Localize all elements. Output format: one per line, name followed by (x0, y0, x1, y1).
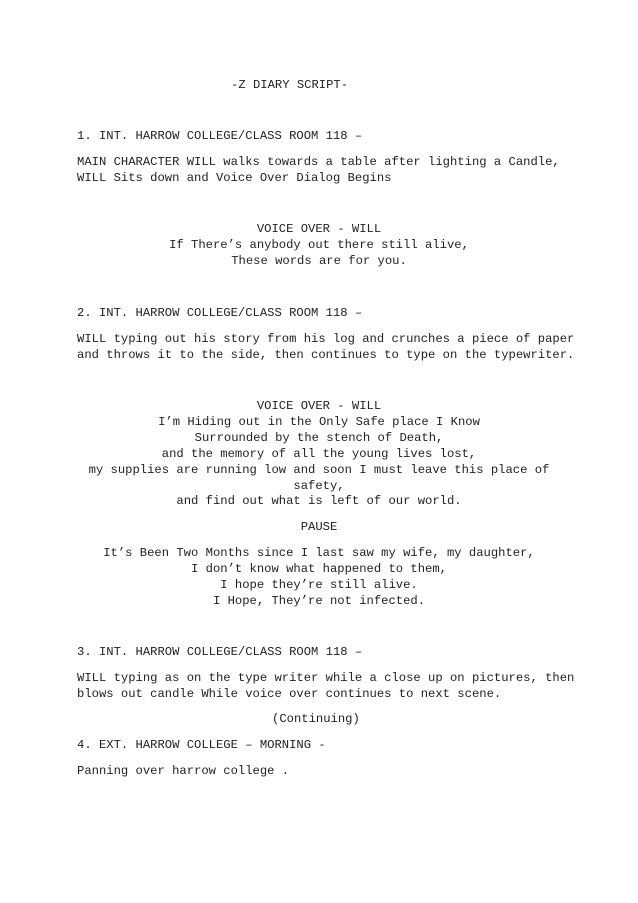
dialogue-line: I’m Hiding out in the Only Safe place I Know (158, 415, 480, 429)
action-line: WILL Sits down and Voice Over Dialog Begins (77, 171, 392, 185)
dialogue-line: These words are for you. (231, 254, 407, 268)
action-line: WILL typing out his story from his log and crunches a piece of paper (77, 332, 575, 346)
dialogue-line: If There’s anybody out there still alive, (169, 238, 469, 252)
scene-heading-3: 3. INT. HARROW COLLEGE/CLASS ROOM 118 – (77, 645, 363, 659)
dialogue-line: I don’t know what happened to them, (191, 562, 447, 576)
dialogue-line: and find out what is left of our world. (176, 494, 462, 508)
dialogue-line: my supplies are running low and soon I must leave this place of (88, 463, 550, 477)
dialogue-line: It’s Been Two Months since I last saw my wife, my daughter, (103, 546, 535, 560)
dialogue-line: I Hope, They’re not infected. (212, 594, 426, 608)
continuing-direction: (Continuing) (272, 712, 360, 726)
dialogue-line: and the memory of all the young lives lost, (161, 447, 477, 461)
scene-heading-4: 4. EXT. HARROW COLLEGE – MORNING - (77, 738, 326, 752)
dialogue-line: safety, (293, 479, 345, 493)
dialogue-line: Surrounded by the stench of Death, (194, 431, 444, 445)
character-cue-2: VOICE OVER - WILL (256, 399, 382, 413)
action-line: Panning over harrow college . (77, 764, 290, 778)
scene-heading-2: 2. INT. HARROW COLLEGE/CLASS ROOM 118 – (77, 306, 363, 320)
action-line: and throws it to the side, then continues to type on the typewriter. (77, 348, 575, 362)
action-line: WILL typing as on the type writer while a close up on pictures, then (77, 671, 575, 685)
character-cue-1: VOICE OVER - WILL (256, 222, 382, 236)
action-line: MAIN CHARACTER WILL walks towards a table after lighting a Candle, (77, 155, 560, 169)
action-line: blows out candle While voice over continues to next scene. (77, 687, 502, 701)
pause-direction: PAUSE (300, 520, 338, 534)
dialogue-line: I hope they’re still alive. (220, 578, 418, 592)
script-title: -Z DIARY SCRIPT- (231, 78, 349, 92)
scene-heading-1: 1. INT. HARROW COLLEGE/CLASS ROOM 118 – (77, 129, 363, 143)
